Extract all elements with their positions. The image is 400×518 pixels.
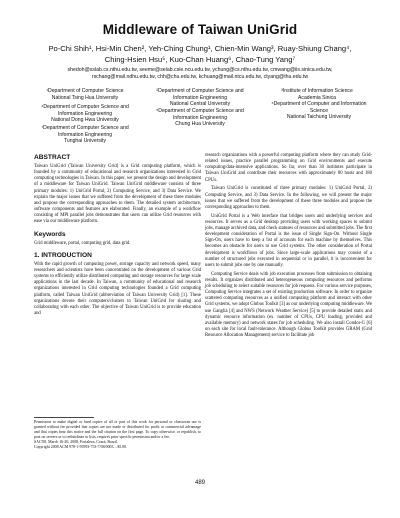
affiliation-2: ²Department of Computer Science and Information Engineering National Central University <box>156 88 244 108</box>
author-emails <box>12 67 388 82</box>
emails-line-2: rschang@mail.ndhu.edu.tw, chh@chu.edu.tw, kchuang@mail.ntcu.edu.tw, ctyang@thu.edu.tw <box>91 74 309 81</box>
footnote-copyright: Copyright 2008 ACM 978-1-59593-753-7/08/0003…$5.00. <box>34 445 128 450</box>
authors-line-2: Ching-Hsien Hsu⁵, Kuo-Chan Huang⁶, Chao-Tung Yang⁷ <box>104 54 296 64</box>
affiliation-3: ³Institute of Information Science Academia Sinica <box>281 88 353 101</box>
affiliation-1: ¹Department of Computer Science National Tsing Hua University <box>46 88 124 101</box>
keywords-text: Grid middleware, portal, computing grid, data grid. <box>34 240 131 246</box>
right-paragraph-3: UniGrid Portal is a Web interface that bridges users and underlying services and resources. It serves as a Grid desktop providing users with working spaces to submit jobs, manage archived data, and check statuses of resources and submitted jobs. The first development consideration of Portal is the issue of Single Sign-On. Without Single Sign-On, users have to keep a list of accounts for each machine by themselves. This becomes an obstacle for users to use Grid systems. The other consideration of Portal development is workflows of jobs. Since large-scale applications may consist of a number of structured jobs executed in sequential or in parallel, it is inconvenient for users to submit jobs one by one manually. <box>205 213 372 268</box>
right-paragraph-4: Computing Service deals with job execution processes from submission to obtaining results. It organizes distributed and heterogeneous computing resources and performs job scheduling to select suitable resources for job requests. For various service purposes, Computing Service integrates a set of existing production software. In order to organize scattered computing resources as a unified computing platform and interact with other Grid systems, we adopt Globus Toolkit [3] as our underlying computing middleware. We use Ganglia [4] and NWS (Network Weather Service) [5] to provide detailed static and dynamic resource information (ex. number of CPUs, CPU loading, provided and available memory) and network states for job scheduling. We also install Condor-G [6] on each site for local fault-tolerance. Although Globus Toolkit provides GRAM (Grid Resource Allocation Management) service to facilitate job <box>205 271 372 339</box>
introduction-heading: 1. INTRODUCTION <box>34 251 92 259</box>
paper-title: Middleware of Taiwan UniGrid <box>102 22 298 37</box>
authors-line-1: Po-Chi Shih¹, Hsi-Min Chen², Yeh-Ching Chung¹, Chien-Min Wang³, Ruay-Shiung Chang⁴, <box>48 44 352 53</box>
affiliation-7: ⁷Department of Computer Science and Information Engineering Tunghai University <box>41 125 129 145</box>
left-column <box>34 153 201 320</box>
footnote-permission: Permission to make digital or hard copies of all or part of this work for personal or classroom use is granted without fee provided that copies are not made or distributed for profit or commercial advantage and that copies bear this notice and the full citation on the first page. To copy otherwise, or republish, to post on servers or to redistribute to lists, requires prior specific permission and/or a fee. <box>34 420 201 440</box>
keywords-heading: Keywords <box>34 230 66 238</box>
right-column <box>205 153 372 342</box>
right-paragraph-1: research organizations with a powerful computing platform where they can study Grid-related issues, practice parallel programming on Grid environments and execute computing/data-intensive applications. So far, over than 30 institutes participate in Taiwan UniGrid and contribute their resources with approximately 80 hosts and 180 CPUs. <box>205 153 372 183</box>
abstract-text: Taiwan UniGrid (Taiwan University Grid) is a Grid computing platform, which is founded by a community of educational and research organizations interested in Grid computing technologies in Taiwan. In this paper, we present the design and development of a middleware for Taiwan UniGrid. Taiwan UniGrid middleware consists of three primary modules: 1) UniGrid Portal, 2) Computing Service, and 3) Data Service. We explain the major issues that we suffered from the development of these three modules and propose the corresponding approaches to them. The detailed system architecture, software components and features are elaborated. Finally, an example of a workflow consisting of MPI parallel jobs demonstrates that users can utilize Grid resources with ease via our middleware platform. <box>34 164 201 225</box>
copyright-footnote <box>34 420 201 451</box>
affiliation-5: ⁵Department of Computer Science and Information Engineering Chung Hua University <box>156 108 244 128</box>
abstract-heading: ABSTRACT <box>34 154 71 161</box>
footnote-conference: SAC'08, March 16-20, 2008, Fortaleza, Ceará, Brazil. <box>34 440 118 445</box>
affiliation-6: ⁶Department of Computer and Information Science National Taichung University <box>271 101 367 121</box>
affiliation-4: ⁴Department of Computer Science and Information Engineering National Dong Hwa University <box>41 104 129 124</box>
author-list <box>20 44 380 65</box>
introduction-text: With the rapid growth of computing power, storage capacity and network speed, many researchers and scientists have been concentrated on the development of various Grid systems to efficiently utilize distributed computing and storage resources for large scale applications in the last decade. In Taiwan, a community of educational and research organizations interested in Grid computing technologies founded a Grid computing platform, called Taiwan UniGrid (abbreviation of Taiwan University Grid) [1]. These organizations devote their computers/clusters to Taiwan UniGrid for sharing and collaborating with each other. The objective of Taiwan UniGrid is to provide education and <box>34 261 201 316</box>
emails-line-1: shedoh@sslab.cs.nthu.edu.tw, seeme@selab.csie.ncu.edu.tw, ychung@cs.nthu.edu.tw, cmwang@iis.sinica.edu.tw, <box>67 67 333 73</box>
right-paragraph-2: Taiwan UniGrid is constituted of three primary modules: 1) UniGrid Portal, 2) Computing Service, and 3) Data Service. In the following, we will present the major issues that we suffered from the development of these three modules and propose the corresponding approaches to them. <box>205 186 372 210</box>
footnote-rule <box>34 417 94 418</box>
page-number: 489 <box>194 480 205 486</box>
